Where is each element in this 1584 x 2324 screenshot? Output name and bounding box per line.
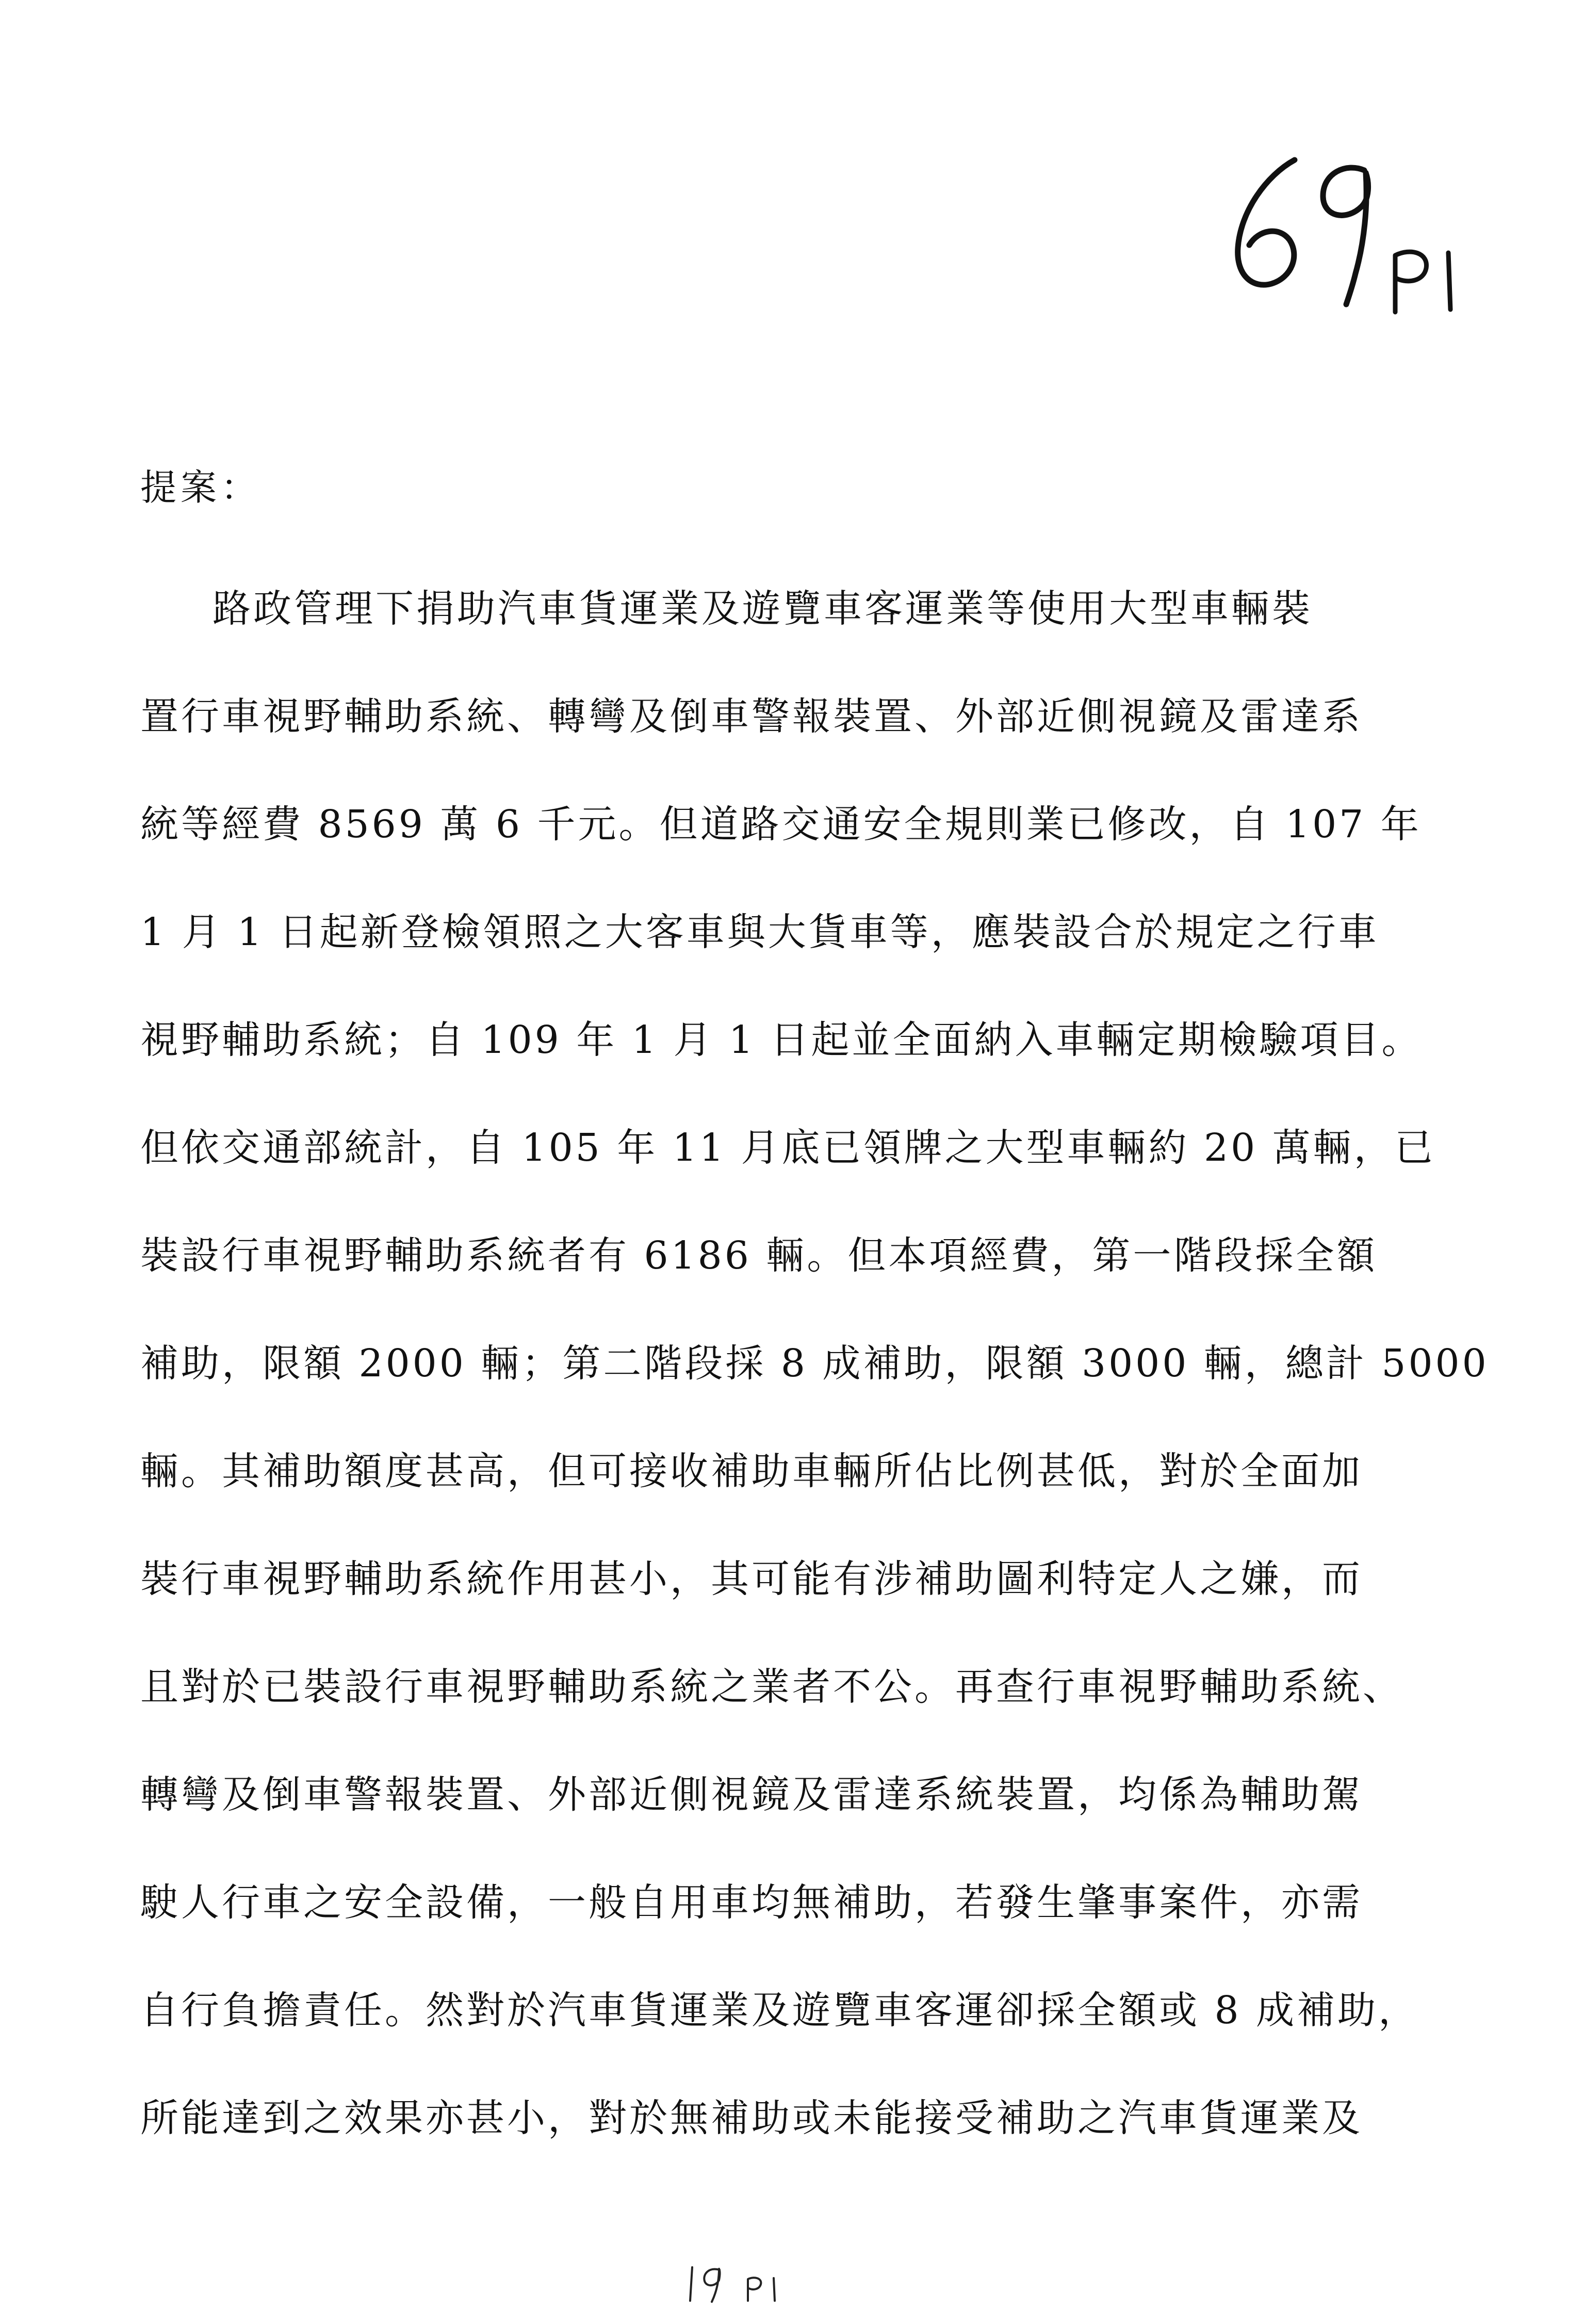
handwritten-19-p1-mark bbox=[681, 2260, 794, 2306]
body-line: 置行車視野輔助系統、轉彎及倒車警報裝置、外部近側視鏡及雷達系 bbox=[140, 694, 1363, 739]
body-line: 轉彎及倒車警報裝置、外部近側視鏡及雷達系統裝置，均係為輔助駕 bbox=[140, 1773, 1363, 1817]
body-line: 所能達到之效果亦甚小，對於無補助或未能接受補助之汽車貨運業及 bbox=[140, 2096, 1363, 2140]
body-line: 裝設行車視野輔助系統者有 6186 輛。但本項經費，第一階段採全額 bbox=[140, 1233, 1378, 1278]
handwritten-page-number bbox=[1217, 139, 1475, 325]
body-line: 1 月 1 日起新登檢領照之大客車與大貨車等，應裝設合於規定之行車 bbox=[140, 910, 1379, 954]
body-line: 但依交通部統計，自 105 年 11 月底已領牌之大型車輛約 20 萬輛，已 bbox=[140, 1126, 1435, 1170]
proposal-body bbox=[140, 578, 1489, 2195]
body-line: 駛人行車之安全設備，一般自用車均無補助，若發生肇事案件，亦需 bbox=[140, 1880, 1363, 1925]
handwritten-footer-number bbox=[681, 2260, 794, 2306]
body-line: 且對於已裝設行車視野輔助系統之業者不公。再查行車視野輔助系統、 bbox=[140, 1665, 1403, 1709]
body-line: 路政管理下捐助汽車貨運業及遊覽車客運業等使用大型車輛裝 bbox=[213, 587, 1313, 631]
body-line: 裝行車視野輔助系統作用甚小，其可能有涉補助圖利特定人之嫌，而 bbox=[140, 1557, 1363, 1601]
body-line: 輛。其補助額度甚高，但可接收補助車輛所佔比例甚低，對於全面加 bbox=[140, 1449, 1363, 1493]
body-line: 視野輔助系統；自 109 年 1 月 1 日起並全面納入車輛定期檢驗項目。 bbox=[140, 1018, 1423, 1062]
handwritten-69-p1-mark bbox=[1217, 139, 1475, 325]
proposal-heading: 提案： bbox=[140, 466, 261, 509]
body-line: 補助，限額 2000 輛；第二階段採 8 成補助，限額 3000 輛，總計 5000 bbox=[140, 1341, 1489, 1386]
body-line: 自行負擔責任。然對於汽車貨運業及遊覽車客運卻採全額或 8 成補助， bbox=[140, 1988, 1419, 2033]
body-line: 統等經費 8569 萬 6 千元。但道路交通安全規則業已修改，自 107 年 bbox=[140, 802, 1422, 847]
